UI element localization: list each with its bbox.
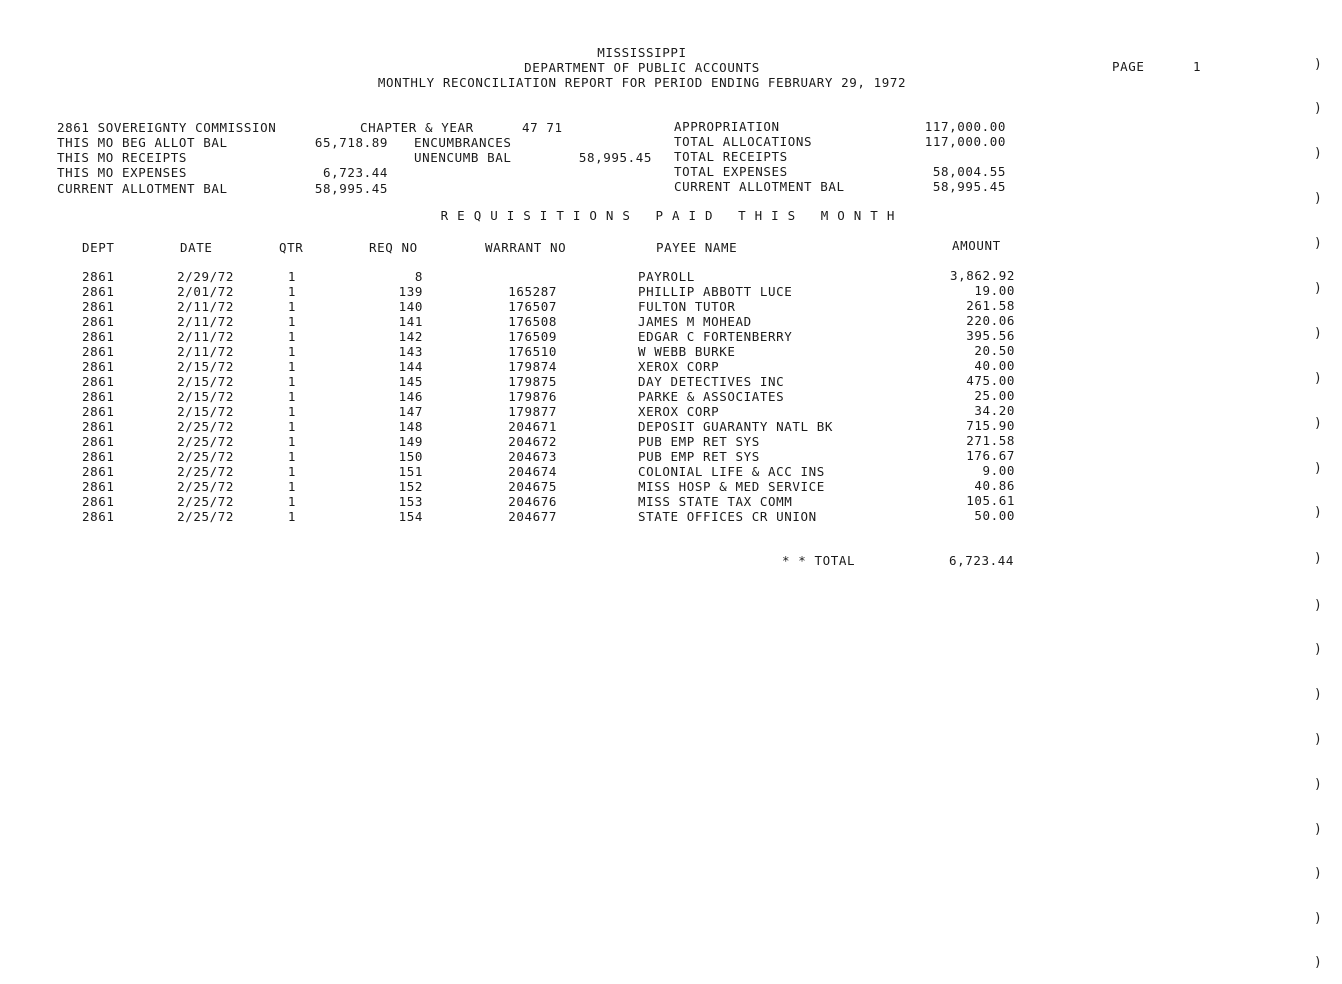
cell-warrant: 204673 bbox=[508, 449, 557, 464]
summary-right-value: 58,004.55 bbox=[932, 164, 1006, 179]
expenses-label: THIS MO EXPENSES bbox=[57, 165, 188, 180]
cell-amount: 395.56 bbox=[966, 328, 1015, 343]
cell-dept: 2861 bbox=[82, 479, 115, 494]
margin-mark: ) bbox=[1314, 146, 1323, 161]
cell-dept: 2861 bbox=[82, 284, 115, 299]
cell-dept: 2861 bbox=[82, 359, 115, 374]
cell-amount: 25.00 bbox=[974, 388, 1015, 403]
cell-qtr: 1 bbox=[287, 374, 296, 389]
cell-req: 150 bbox=[398, 449, 423, 464]
cell-req: 143 bbox=[398, 344, 423, 359]
report-title: MONTHLY RECONCILIATION REPORT FOR PERIOD ENDING FEBRUARY 29, 1972 bbox=[377, 75, 907, 90]
cell-qtr: 1 bbox=[287, 479, 296, 494]
margin-mark: ) bbox=[1314, 777, 1323, 792]
total-label: * * TOTAL bbox=[782, 553, 856, 568]
chapter-year-label: CHAPTER & YEAR bbox=[360, 120, 474, 135]
page-number: 1 bbox=[1193, 59, 1202, 74]
cell-date: 2/15/72 bbox=[177, 404, 234, 419]
cell-warrant: 176508 bbox=[508, 314, 557, 329]
col-header-warrant-no: WARRANT NO bbox=[485, 240, 567, 255]
margin-mark: ) bbox=[1314, 281, 1323, 296]
margin-mark: ) bbox=[1314, 326, 1323, 341]
cell-qtr: 1 bbox=[287, 344, 296, 359]
report-department: DEPARTMENT OF PUBLIC ACCOUNTS bbox=[524, 60, 760, 75]
unencumb-label: UNENCUMB BAL bbox=[414, 150, 512, 165]
cell-payee: STATE OFFICES CR UNION bbox=[638, 509, 817, 524]
col-header-payee-name: PAYEE NAME bbox=[656, 240, 738, 255]
cell-dept: 2861 bbox=[82, 494, 115, 509]
cell-req: 146 bbox=[398, 389, 423, 404]
cell-amount: 40.00 bbox=[974, 358, 1015, 373]
cell-amount: 20.50 bbox=[974, 343, 1015, 358]
cell-date: 2/15/72 bbox=[177, 359, 234, 374]
cell-qtr: 1 bbox=[287, 509, 296, 524]
cell-date: 2/01/72 bbox=[177, 284, 234, 299]
summary-right-value: 117,000.00 bbox=[924, 134, 1006, 149]
cell-warrant: 165287 bbox=[508, 284, 557, 299]
cell-date: 2/25/72 bbox=[177, 464, 234, 479]
cell-payee: XEROX CORP bbox=[638, 359, 720, 374]
cell-req: 154 bbox=[398, 509, 423, 524]
cell-dept: 2861 bbox=[82, 389, 115, 404]
cell-amount: 105.61 bbox=[966, 493, 1015, 508]
summary-right-label: TOTAL ALLOCATIONS bbox=[674, 134, 813, 149]
cell-warrant: 204677 bbox=[508, 509, 557, 524]
cell-req: 151 bbox=[398, 464, 423, 479]
unencumb-value: 58,995.45 bbox=[578, 150, 652, 165]
margin-mark: ) bbox=[1314, 371, 1323, 386]
cell-qtr: 1 bbox=[287, 329, 296, 344]
margin-mark: ) bbox=[1314, 822, 1323, 837]
cell-warrant: 204676 bbox=[508, 494, 557, 509]
cell-date: 2/29/72 bbox=[177, 269, 234, 284]
cell-qtr: 1 bbox=[287, 299, 296, 314]
cell-dept: 2861 bbox=[82, 314, 115, 329]
total-value: 6,723.44 bbox=[948, 553, 1014, 568]
cell-qtr: 1 bbox=[287, 284, 296, 299]
cell-amount: 34.20 bbox=[974, 403, 1015, 418]
cell-req: 141 bbox=[398, 314, 423, 329]
cell-warrant: 176509 bbox=[508, 329, 557, 344]
cell-req: 152 bbox=[398, 479, 423, 494]
margin-mark: ) bbox=[1314, 191, 1323, 206]
col-header-req-no: REQ NO bbox=[369, 240, 418, 255]
report-state: MISSISSIPPI bbox=[597, 45, 687, 60]
cell-amount: 50.00 bbox=[974, 508, 1015, 523]
summary-right-label: CURRENT ALLOTMENT BAL bbox=[674, 179, 845, 194]
cell-date: 2/11/72 bbox=[177, 329, 234, 344]
cell-amount: 715.90 bbox=[966, 418, 1015, 433]
cell-payee: PHILLIP ABBOTT LUCE bbox=[638, 284, 793, 299]
cell-date: 2/25/72 bbox=[177, 434, 234, 449]
cell-warrant: 204674 bbox=[508, 464, 557, 479]
beg-allot-label: THIS MO BEG ALLOT BAL bbox=[57, 135, 228, 150]
summary-right-label: APPROPRIATION bbox=[674, 119, 780, 134]
cell-payee: XEROX CORP bbox=[638, 404, 720, 419]
cell-warrant: 176510 bbox=[508, 344, 557, 359]
cell-dept: 2861 bbox=[82, 464, 115, 479]
section-title: REQUISITIONS PAID THIS MONTH bbox=[440, 208, 904, 223]
cell-qtr: 1 bbox=[287, 494, 296, 509]
cell-qtr: 1 bbox=[287, 314, 296, 329]
margin-mark: ) bbox=[1314, 866, 1323, 881]
cell-req: 142 bbox=[398, 329, 423, 344]
cell-req: 148 bbox=[398, 419, 423, 434]
cell-date: 2/25/72 bbox=[177, 494, 234, 509]
col-header-dept: DEPT bbox=[82, 240, 115, 255]
margin-mark: ) bbox=[1314, 551, 1323, 566]
cell-req: 145 bbox=[398, 374, 423, 389]
cell-dept: 2861 bbox=[82, 344, 115, 359]
cell-req: 8 bbox=[414, 269, 423, 284]
cell-qtr: 1 bbox=[287, 404, 296, 419]
summary-right-label: TOTAL EXPENSES bbox=[674, 164, 788, 179]
expenses-value: 6,723.44 bbox=[322, 165, 388, 180]
cell-payee: MISS HOSP & MED SERVICE bbox=[638, 479, 825, 494]
cell-dept: 2861 bbox=[82, 329, 115, 344]
cell-date: 2/11/72 bbox=[177, 314, 234, 329]
cell-req: 153 bbox=[398, 494, 423, 509]
cell-warrant: 179876 bbox=[508, 389, 557, 404]
cell-payee: MISS STATE TAX COMM bbox=[638, 494, 793, 509]
margin-mark: ) bbox=[1314, 57, 1323, 72]
cell-payee: EDGAR C FORTENBERRY bbox=[638, 329, 793, 344]
cell-payee: W WEBB BURKE bbox=[638, 344, 736, 359]
cell-req: 139 bbox=[398, 284, 423, 299]
cell-amount: 9.00 bbox=[982, 463, 1015, 478]
beg-allot-value: 65,718.89 bbox=[314, 135, 388, 150]
cell-dept: 2861 bbox=[82, 419, 115, 434]
cell-dept: 2861 bbox=[82, 374, 115, 389]
cell-amount: 19.00 bbox=[974, 283, 1015, 298]
cell-warrant: 176507 bbox=[508, 299, 557, 314]
col-header-qtr: QTR bbox=[279, 240, 304, 255]
cell-date: 2/11/72 bbox=[177, 344, 234, 359]
cell-qtr: 1 bbox=[287, 464, 296, 479]
page-label: PAGE bbox=[1112, 59, 1145, 74]
cell-payee: PUB EMP RET SYS bbox=[638, 449, 760, 464]
cell-date: 2/25/72 bbox=[177, 479, 234, 494]
cell-qtr: 1 bbox=[287, 389, 296, 404]
cell-req: 140 bbox=[398, 299, 423, 314]
cell-amount: 3,862.92 bbox=[949, 268, 1015, 283]
cell-warrant: 179877 bbox=[508, 404, 557, 419]
cell-qtr: 1 bbox=[287, 434, 296, 449]
cell-warrant: 204675 bbox=[508, 479, 557, 494]
margin-mark: ) bbox=[1314, 955, 1323, 970]
cell-dept: 2861 bbox=[82, 269, 115, 284]
encumbrances-label: ENCUMBRANCES bbox=[414, 135, 512, 150]
cell-payee: PUB EMP RET SYS bbox=[638, 434, 760, 449]
cell-req: 149 bbox=[398, 434, 423, 449]
cell-date: 2/15/72 bbox=[177, 374, 234, 389]
cell-dept: 2861 bbox=[82, 404, 115, 419]
margin-mark: ) bbox=[1314, 461, 1323, 476]
cell-warrant: 204671 bbox=[508, 419, 557, 434]
cell-qtr: 1 bbox=[287, 359, 296, 374]
cell-date: 2/15/72 bbox=[177, 389, 234, 404]
margin-mark: ) bbox=[1314, 236, 1323, 251]
cell-date: 2/25/72 bbox=[177, 509, 234, 524]
cell-warrant: 204672 bbox=[508, 434, 557, 449]
cell-payee: DAY DETECTIVES INC bbox=[638, 374, 785, 389]
margin-mark: ) bbox=[1314, 642, 1323, 657]
cell-dept: 2861 bbox=[82, 509, 115, 524]
margin-mark: ) bbox=[1314, 687, 1323, 702]
cell-warrant: 179875 bbox=[508, 374, 557, 389]
current-allot-value: 58,995.45 bbox=[314, 181, 388, 196]
cell-date: 2/25/72 bbox=[177, 419, 234, 434]
cell-date: 2/25/72 bbox=[177, 449, 234, 464]
cell-qtr: 1 bbox=[287, 419, 296, 434]
cell-amount: 220.06 bbox=[966, 313, 1015, 328]
col-header-date: DATE bbox=[180, 240, 213, 255]
chapter-year-value: 47 71 bbox=[522, 120, 563, 135]
cell-date: 2/11/72 bbox=[177, 299, 234, 314]
cell-amount: 261.58 bbox=[966, 298, 1015, 313]
margin-mark: ) bbox=[1314, 101, 1323, 116]
margin-mark: ) bbox=[1314, 598, 1323, 613]
cell-amount: 40.86 bbox=[974, 478, 1015, 493]
cell-req: 147 bbox=[398, 404, 423, 419]
margin-mark: ) bbox=[1314, 505, 1323, 520]
cell-amount: 271.58 bbox=[966, 433, 1015, 448]
margin-mark: ) bbox=[1314, 416, 1323, 431]
cell-dept: 2861 bbox=[82, 449, 115, 464]
summary-right-value: 58,995.45 bbox=[932, 179, 1006, 194]
margin-mark: ) bbox=[1314, 911, 1323, 926]
cell-payee: FULTON TUTOR bbox=[638, 299, 736, 314]
receipts-label: THIS MO RECEIPTS bbox=[57, 150, 188, 165]
cell-payee: JAMES M MOHEAD bbox=[638, 314, 752, 329]
cell-payee: DEPOSIT GUARANTY NATL BK bbox=[638, 419, 834, 434]
cell-amount: 475.00 bbox=[966, 373, 1015, 388]
cell-dept: 2861 bbox=[82, 434, 115, 449]
col-header-amount: AMOUNT bbox=[952, 238, 1001, 253]
cell-payee: PARKE & ASSOCIATES bbox=[638, 389, 785, 404]
summary-right-label: TOTAL RECEIPTS bbox=[674, 149, 788, 164]
cell-qtr: 1 bbox=[287, 449, 296, 464]
cell-payee: PAYROLL bbox=[638, 269, 695, 284]
cell-warrant: 179874 bbox=[508, 359, 557, 374]
cell-dept: 2861 bbox=[82, 299, 115, 314]
current-allot-label: CURRENT ALLOTMENT BAL bbox=[57, 181, 228, 196]
agency-name: 2861 SOVEREIGNTY COMMISSION bbox=[57, 120, 277, 135]
margin-mark: ) bbox=[1314, 732, 1323, 747]
cell-payee: COLONIAL LIFE & ACC INS bbox=[638, 464, 825, 479]
cell-req: 144 bbox=[398, 359, 423, 374]
cell-amount: 176.67 bbox=[966, 448, 1015, 463]
cell-qtr: 1 bbox=[287, 269, 296, 284]
summary-right-value: 117,000.00 bbox=[924, 119, 1006, 134]
